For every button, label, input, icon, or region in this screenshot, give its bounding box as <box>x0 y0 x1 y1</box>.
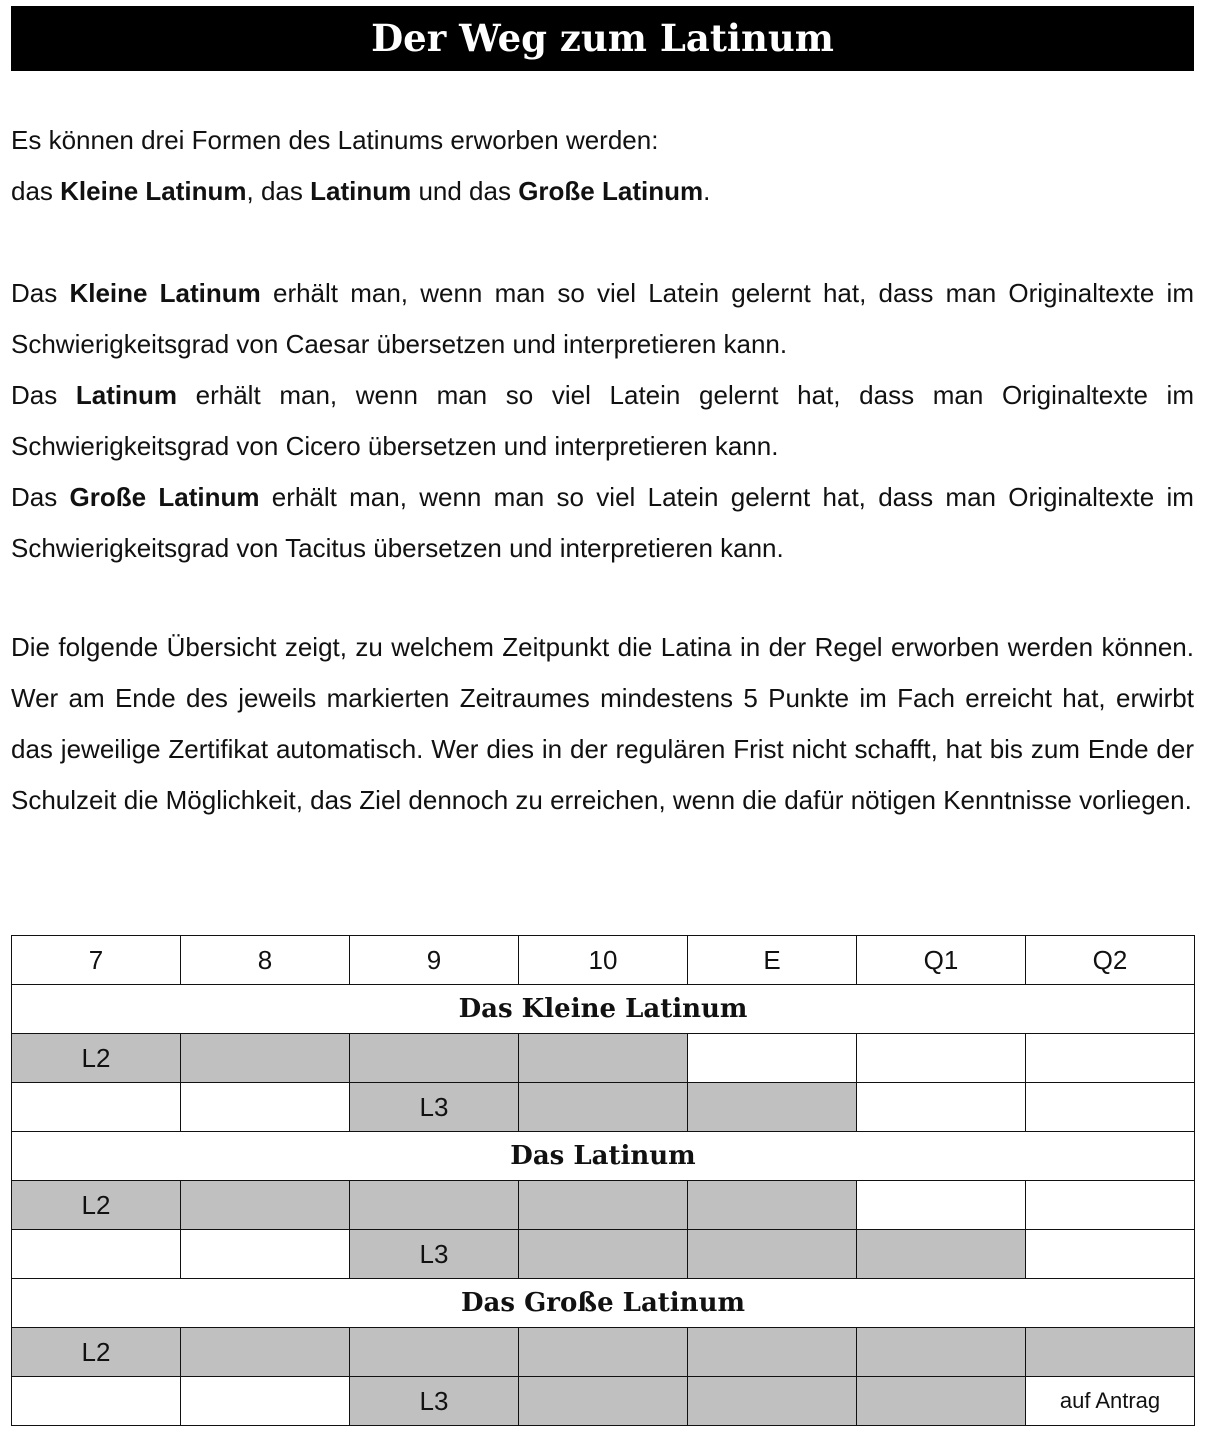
column-header: Q1 <box>857 936 1026 985</box>
definition-kleine-latinum <box>11 278 1194 359</box>
empty-cell <box>1026 1181 1195 1230</box>
timeline-row <box>12 1230 1195 1279</box>
latinum-overview-table <box>11 935 1195 1426</box>
definition-text: erhält man, wenn man so viel Latein gelernt hat, dass man Originaltexte im Schwierigkeitsgrad von Caesar übersetzen und interpretieren kann. <box>11 278 1194 359</box>
empty-cell <box>857 1034 1026 1083</box>
shaded-cell <box>519 1230 688 1279</box>
empty-cell <box>1026 1083 1195 1132</box>
shaded-cell <box>857 1377 1026 1426</box>
row-label: L3 <box>350 1083 519 1132</box>
empty-cell <box>857 1181 1026 1230</box>
shaded-cell <box>350 1181 519 1230</box>
overview-paragraph: Die folgende Übersicht zeigt, zu welchem Zeitpunkt die Latina in der Regel erworben werden können. Wer am Ende des jeweils markierten Zeitraumes mindestens 5 Punkte im Fach erreicht hat, erwirbt das jeweilige Zertifikat automatisch. Wer dies in der regulären Frist nicht schafft, hat bis zum Ende der Schulzeit die Möglichkeit, das Ziel dennoch zu erreichen, wenn die dafür nötigen Kenntnisse vorliegen. <box>11 632 1194 815</box>
section-row <box>12 1132 1195 1181</box>
shaded-cell <box>181 1328 350 1377</box>
column-header: E <box>688 936 857 985</box>
timeline-row <box>12 1083 1195 1132</box>
definition-term: Große Latinum <box>69 482 260 512</box>
shaded-cell <box>350 1034 519 1083</box>
empty-cell <box>12 1377 181 1426</box>
definition-text: Das <box>11 380 76 410</box>
shaded-cell <box>688 1377 857 1426</box>
shaded-cell <box>857 1328 1026 1377</box>
timeline-row <box>12 1377 1195 1426</box>
column-header: 10 <box>519 936 688 985</box>
column-header: 7 <box>12 936 181 985</box>
shaded-cell <box>688 1083 857 1132</box>
shaded-cell <box>519 1034 688 1083</box>
intro-text: . <box>703 176 711 206</box>
empty-cell <box>1026 1230 1195 1279</box>
empty-cell <box>181 1230 350 1279</box>
empty-cell <box>857 1083 1026 1132</box>
row-label: L3 <box>350 1230 519 1279</box>
empty-cell <box>688 1034 857 1083</box>
page-title: Der Weg zum Latinum <box>11 6 1194 71</box>
shaded-cell <box>181 1181 350 1230</box>
shaded-cell <box>1026 1328 1195 1377</box>
timeline-row <box>12 1034 1195 1083</box>
intro-paragraph <box>11 115 1194 217</box>
section-title: Das Latinum <box>12 1132 1195 1181</box>
row-label: L3 <box>350 1377 519 1426</box>
definition-text: Das <box>11 278 70 308</box>
intro-line-1: Es können drei Formen des Latinums erworben werden: <box>11 125 659 155</box>
shaded-cell <box>688 1328 857 1377</box>
term-latinum: Latinum <box>310 176 412 206</box>
shaded-cell <box>688 1230 857 1279</box>
term-grosse-latinum: Große Latinum <box>518 176 704 206</box>
section-row <box>12 1279 1195 1328</box>
shaded-cell <box>688 1181 857 1230</box>
note-cell: auf Antrag <box>1026 1377 1195 1426</box>
shaded-cell <box>519 1083 688 1132</box>
empty-cell <box>12 1083 181 1132</box>
section-title: Das Große Latinum <box>12 1279 1195 1328</box>
shaded-cell <box>857 1230 1026 1279</box>
section-title: Das Kleine Latinum <box>12 985 1195 1034</box>
shaded-cell <box>350 1328 519 1377</box>
shaded-cell <box>519 1181 688 1230</box>
intro-text: , das <box>246 176 311 206</box>
empty-cell <box>1026 1034 1195 1083</box>
empty-cell <box>181 1083 350 1132</box>
definition-text: Das <box>11 482 70 512</box>
definition-term: Kleine Latinum <box>69 278 261 308</box>
definition-text: erhält man, wenn man so viel Latein gelernt hat, dass man Originaltexte im Schwierigkeitsgrad von Tacitus übersetzen und interpretieren kann. <box>11 482 1194 563</box>
definition-term: Latinum <box>75 380 177 410</box>
shaded-cell <box>519 1377 688 1426</box>
intro-text: das <box>11 176 61 206</box>
term-kleine-latinum: Kleine Latinum <box>60 176 247 206</box>
definition-latinum <box>11 380 1194 461</box>
shaded-cell <box>519 1328 688 1377</box>
timeline-row <box>12 1328 1195 1377</box>
column-header: 9 <box>350 936 519 985</box>
definition-grosse-latinum <box>11 482 1194 563</box>
empty-cell <box>181 1377 350 1426</box>
column-header: Q2 <box>1026 936 1195 985</box>
section-row <box>12 985 1195 1034</box>
definitions-paragraph <box>11 268 1194 574</box>
shaded-cell <box>181 1034 350 1083</box>
row-label: L2 <box>12 1181 181 1230</box>
definition-text: erhält man, wenn man so viel Latein gelernt hat, dass man Originaltexte im Schwierigkeitsgrad von Cicero übersetzen und interpretieren kann. <box>11 380 1194 461</box>
intro-text: und das <box>411 176 519 206</box>
empty-cell <box>12 1230 181 1279</box>
row-label: L2 <box>12 1328 181 1377</box>
header-row <box>12 936 1195 985</box>
row-label: L2 <box>12 1034 181 1083</box>
column-header: 8 <box>181 936 350 985</box>
timeline-row <box>12 1181 1195 1230</box>
